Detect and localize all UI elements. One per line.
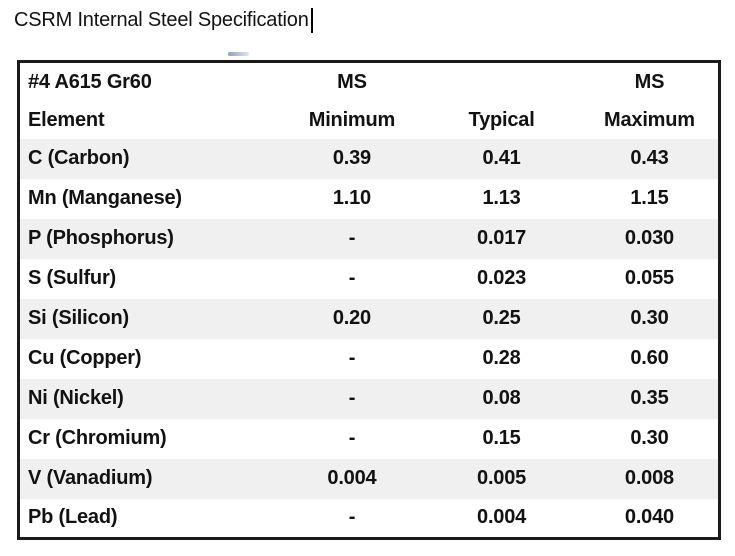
typical-cell[interactable]: 0.08: [482, 387, 521, 409]
typical-cell[interactable]: 0.15: [482, 427, 521, 449]
typical-cell[interactable]: 0.25: [482, 307, 521, 329]
element-column-header[interactable]: Element: [28, 108, 105, 131]
element-cell[interactable]: Cu (Copper): [28, 347, 142, 369]
typical-cell[interactable]: 0.017: [477, 227, 527, 249]
table-row: [19, 499, 720, 539]
typical-cell[interactable]: 1.13: [482, 187, 521, 209]
minimum-cell[interactable]: 1.10: [332, 187, 371, 209]
minimum-cell[interactable]: -: [348, 506, 356, 529]
maximum-column-header[interactable]: Maximum: [604, 108, 695, 131]
typical-cell[interactable]: 0.005: [477, 467, 527, 489]
spec-grade-header[interactable]: #4 A615 Gr60: [28, 70, 152, 93]
maximum-cell[interactable]: 0.43: [630, 147, 669, 169]
empty-header-cell[interactable]: [422, 62, 581, 102]
table-row: [19, 219, 720, 259]
header-row-1: [19, 62, 720, 102]
minimum-cell[interactable]: 0.20: [332, 307, 371, 329]
typical-column-header[interactable]: Typical: [468, 108, 535, 131]
minimum-cell[interactable]: 0.004: [327, 467, 377, 489]
minimum-cell[interactable]: -: [348, 347, 356, 369]
maximum-cell[interactable]: 1.15: [630, 187, 669, 209]
typical-cell[interactable]: 0.023: [477, 267, 527, 289]
element-cell[interactable]: S (Sulfur): [28, 267, 116, 289]
table-row: [19, 339, 720, 379]
document-title-text[interactable]: CSRM Internal Steel Specification: [14, 8, 309, 31]
table-row: [19, 419, 720, 459]
table-row: [19, 299, 720, 339]
minimum-cell[interactable]: -: [348, 227, 356, 249]
minimum-cell[interactable]: 0.39: [332, 147, 371, 169]
spec-table-body: [19, 139, 720, 539]
minimum-cell[interactable]: -: [348, 267, 356, 289]
minimum-cell[interactable]: -: [348, 387, 356, 409]
element-cell[interactable]: Ni (Nickel): [28, 387, 124, 409]
element-cell[interactable]: V (Vanadium): [28, 467, 153, 489]
header-row-2: [19, 102, 720, 139]
maximum-cell[interactable]: 0.030: [624, 227, 674, 249]
element-cell[interactable]: Cr (Chromium): [28, 427, 167, 449]
element-cell[interactable]: Mn (Manganese): [28, 187, 182, 209]
ms-maximum-label[interactable]: MS: [634, 70, 665, 93]
element-cell[interactable]: P (Phosphorus): [28, 227, 174, 249]
steel-spec-table: [17, 60, 721, 540]
maximum-cell[interactable]: 0.30: [630, 307, 669, 329]
minimum-column-header[interactable]: Minimum: [308, 108, 396, 131]
table-row: [19, 379, 720, 419]
maximum-cell[interactable]: 0.008: [624, 467, 674, 489]
minimum-cell[interactable]: -: [348, 427, 356, 449]
table-handle-dash: [228, 52, 249, 56]
document-title-line[interactable]: [14, 6, 313, 34]
maximum-cell[interactable]: 0.040: [624, 506, 674, 529]
element-cell[interactable]: C (Carbon): [28, 147, 130, 169]
ms-minimum-label[interactable]: MS: [337, 70, 367, 93]
maximum-cell[interactable]: 0.30: [630, 427, 669, 449]
table-row: [19, 179, 720, 219]
typical-cell[interactable]: 0.004: [477, 506, 527, 529]
table-row: [19, 459, 720, 499]
maximum-cell[interactable]: 0.35: [630, 387, 669, 409]
text-caret: [311, 8, 313, 33]
typical-cell[interactable]: 0.28: [482, 347, 521, 369]
typical-cell[interactable]: 0.41: [482, 147, 521, 169]
maximum-cell[interactable]: 0.60: [630, 347, 669, 369]
table-row: [19, 139, 720, 179]
element-cell[interactable]: Si (Silicon): [28, 307, 129, 329]
table-row: [19, 259, 720, 299]
element-cell[interactable]: Pb (Lead): [28, 506, 118, 529]
maximum-cell[interactable]: 0.055: [624, 267, 674, 289]
